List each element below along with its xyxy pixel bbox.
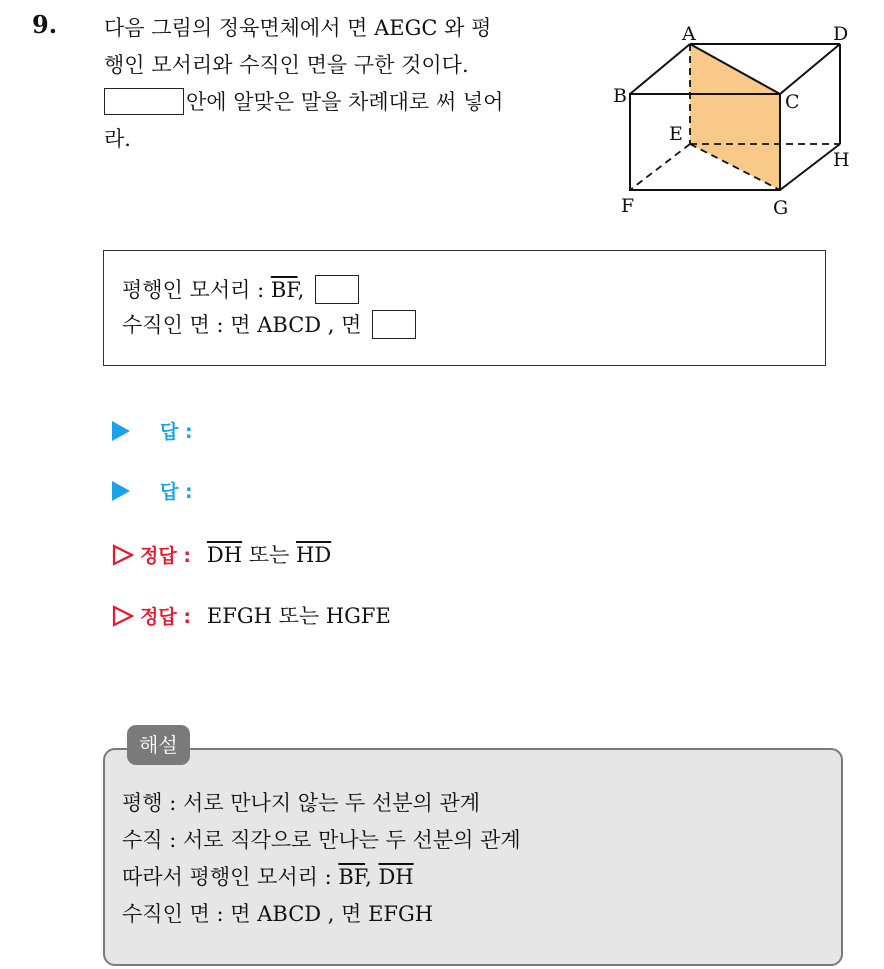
solution-box xyxy=(103,748,843,966)
label-f: F xyxy=(621,195,635,217)
correct-row-2: 정답 : EFGH 또는 HGFE xyxy=(112,600,391,630)
segment-bf: $\overline{BF}$ xyxy=(270,278,298,302)
label-a: A xyxy=(682,23,696,45)
prompt-line-1: 평행인 모서리 : $\overline{BF}$, xyxy=(122,273,825,308)
label-c: C xyxy=(785,91,800,113)
blank-box xyxy=(104,88,184,115)
answer-row-1: 답 : xyxy=(112,417,193,447)
solution-line-4: 수직인 면 : 면 ABCD , 면 EFGH xyxy=(122,902,434,926)
answer-row-2: 답 : xyxy=(112,477,193,507)
question-line-3: 안에 알맞은 말을 차례대로 써 넣어 xyxy=(104,84,584,121)
correct-row-1: 정답 : $\overline{DH}$ 또는 $\overline{HD}$ xyxy=(112,539,331,569)
solution-line-3: 따라서 평행인 모서리 : $\overline{BF}$, $\overline{DH}$ xyxy=(122,865,414,889)
question-number: 9. xyxy=(32,10,58,39)
face-aegc xyxy=(690,44,780,190)
solution-tag: 해설 xyxy=(127,725,190,765)
triangle-filled-icon xyxy=(112,481,130,501)
prompt-line-2: 수직인 면 : 면 ABCD , 면 xyxy=(122,308,825,343)
correct-answer-1: $\overline{DH}$ 또는 $\overline{HD}$ xyxy=(206,543,332,567)
blank-face xyxy=(372,310,416,339)
question-text xyxy=(104,10,584,158)
label-d: D xyxy=(833,23,849,45)
triangle-filled-icon xyxy=(112,421,130,441)
triangle-outline-icon xyxy=(112,605,134,627)
blank-edge xyxy=(315,275,359,304)
correct-answer-2: EFGH 또는 HGFE xyxy=(206,604,391,628)
cube-figure xyxy=(605,20,865,225)
question-line-4: 라. xyxy=(104,127,131,151)
solution-line-1: 평행 : 서로 만나지 않는 두 선분의 관계 xyxy=(122,791,481,815)
prompt-box xyxy=(103,250,826,366)
question-line-1: 다음 그림의 정육면체에서 면 AEGC 와 평 xyxy=(104,16,492,40)
label-b: B xyxy=(613,85,627,107)
label-e: E xyxy=(669,123,683,145)
question-line-2: 행인 모서리와 수직인 면을 구한 것이다. xyxy=(104,53,469,77)
label-g: G xyxy=(773,197,789,219)
label-h: H xyxy=(833,149,850,171)
triangle-outline-icon xyxy=(112,544,134,566)
solution-line-2: 수직 : 서로 직각으로 만나는 두 선분의 관계 xyxy=(122,828,521,852)
